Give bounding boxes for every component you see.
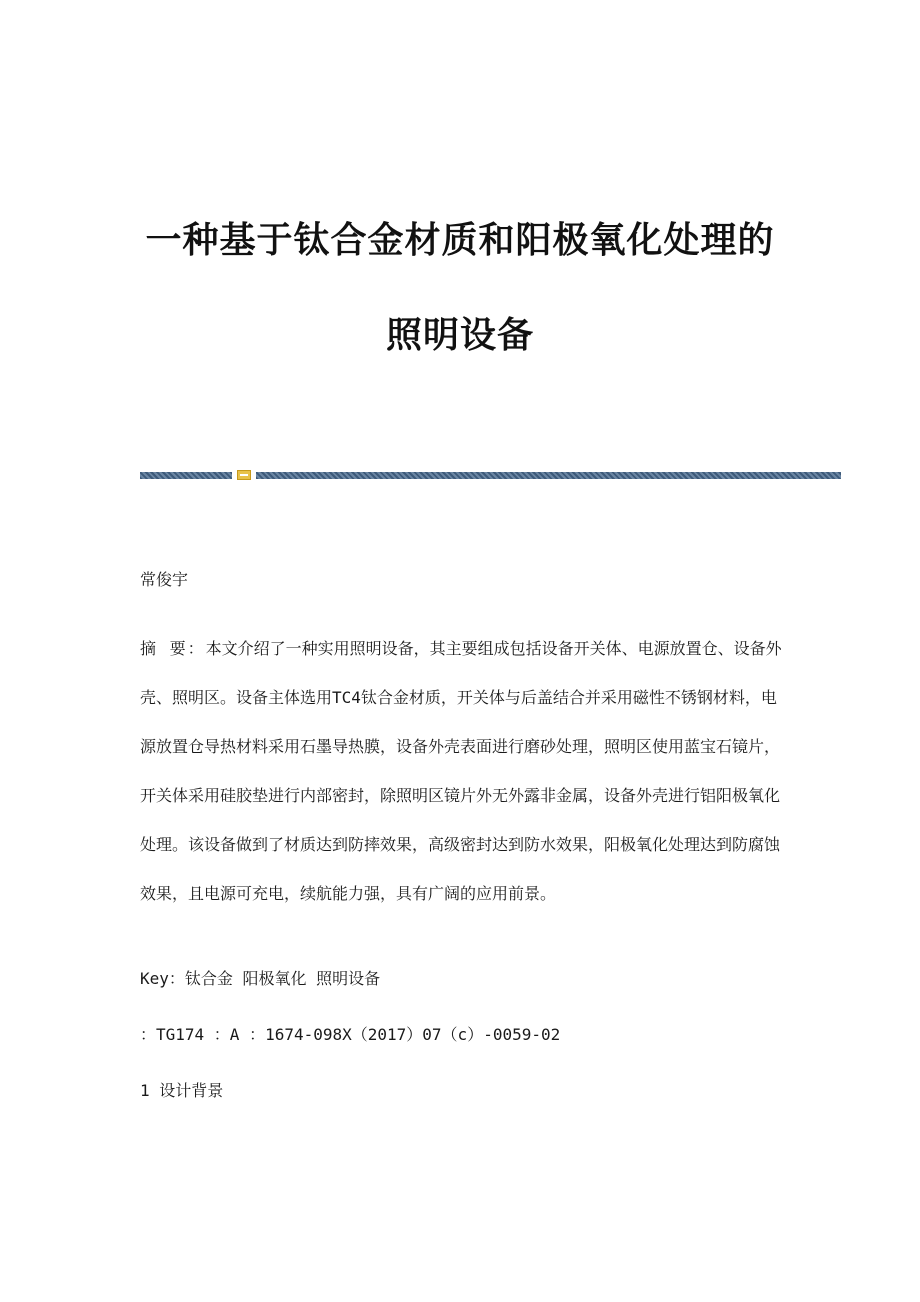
keywords-text: 钛合金 阳极氧化 照明设备 [184,969,381,988]
document-title-line-2: 照明设备 [385,314,534,356]
section-heading: 1 设计背景 [140,1081,224,1100]
title-divider [140,470,841,480]
document-title-line-1: 一种基于钛合金材质和阳极氧化处理的 [145,219,775,261]
author-name: 常俊宇 [140,570,189,589]
divider-ornament-icon [237,470,251,480]
keywords-line [140,968,785,990]
keywords-label: Key： [140,969,185,988]
classification-line: ：TG174 ：A ：1674-098X（2017）07（c）-0059-02 [140,1025,561,1044]
divider-bar-right [256,472,841,479]
divider-bar-left [140,472,232,479]
abstract-text: 本文介绍了一种实用照明设备，其主要组成包括设备开关体、电源放置仓、设备外壳、照明区。设备主体选用TC4钛合金材质，开关体与后盖结合并采用磁性不锈钢材料，电源放置仓导热材料采用石墨导热膜，设备外壳表面进行磨砂处理，照明区使用蓝宝石镜片，开关体采用硅胶垫进行内部密封，除照明区镜片外无外露非金属，设备外壳进行铝阳极氧化处理。该设备做到了材质达到防摔效果，高级密封达到防水效果，阳极氧化处理达到防腐蚀效果，且电源可充电，续航能力强，具有广阔的应用前景。 [140,639,782,903]
abstract-paragraph [140,624,785,918]
abstract-label: 摘 要： [140,639,206,658]
